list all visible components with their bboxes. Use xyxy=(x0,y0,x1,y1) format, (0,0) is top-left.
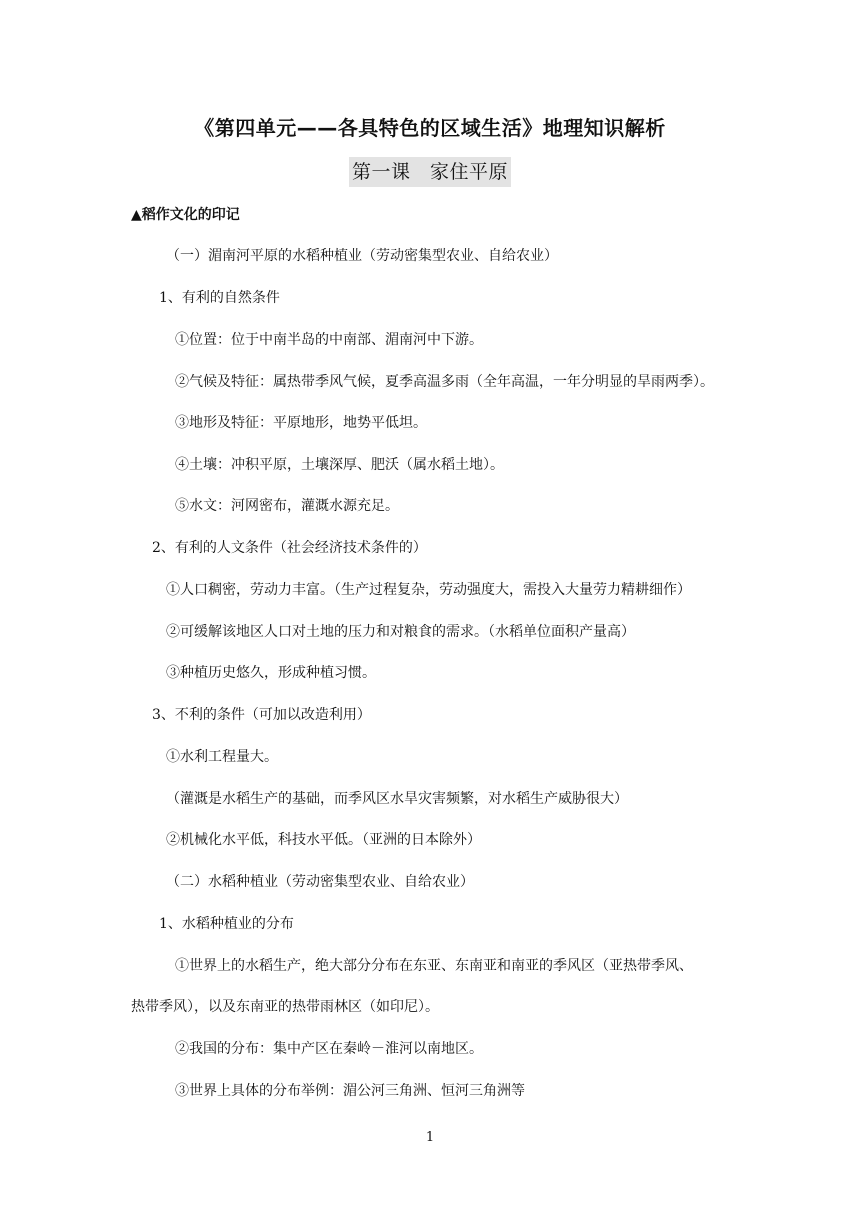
text-line: ①世界上的水稻生产，绝大部分分布在东亚、东南亚和南亚的季风区（亚热带季风、 xyxy=(175,958,693,974)
document-title: 《第四单元——各具特色的区域生活》地理知识解析 xyxy=(194,116,666,140)
text-line: ⑤水文：河网密布，灌溉水源充足。 xyxy=(175,498,399,514)
text-line: ②可缓解该地区人口对土地的压力和对粮食的需求。（水稻单位面积产量高） xyxy=(166,624,635,640)
lesson-title-wrap xyxy=(0,157,860,187)
text-line: （一）湄南河平原的水稻种植业（劳动密集型农业、自给农业） xyxy=(166,248,558,264)
text-line: ④土壤：冲积平原，土壤深厚、肥沃（属水稻土地）。 xyxy=(175,457,504,473)
text-line: ①水利工程量大。 xyxy=(166,749,278,765)
text-line: ①人口稠密，劳动力丰富。（生产过程复杂，劳动强度大，需投入大量劳力精耕细作） xyxy=(166,582,691,598)
text-line: （灌溉是水稻生产的基础，而季风区水旱灾害频繁，对水稻生产威胁很大） xyxy=(166,791,628,807)
page-number: 1 xyxy=(425,1130,435,1145)
lesson-title: 第一课 家住平原 xyxy=(349,157,511,187)
text-line: ③世界上具体的分布举例：湄公河三角洲、恒河三角洲等 xyxy=(175,1083,525,1099)
text-line: 热带季风），以及东南亚的热带雨林区（如印尼）。 xyxy=(131,999,439,1015)
text-line: （二）水稻种植业（劳动密集型农业、自给农业） xyxy=(166,874,474,890)
text-line: ②气候及特征：属热带季风气候，夏季高温多雨（全年高温，一年分明显的旱雨两季）。 xyxy=(175,374,714,390)
text-line: ③地形及特征：平原地形，地势平低坦。 xyxy=(175,415,427,431)
text-line: ③种植历史悠久，形成种植习惯。 xyxy=(166,665,376,681)
text-line: 1、水稻种植业的分布 xyxy=(159,916,294,932)
text-line: 3、不利的条件（可加以改造利用） xyxy=(152,707,371,723)
text-line: 1、有利的自然条件 xyxy=(159,290,280,306)
text-line: ②我国的分布：集中产区在秦岭－淮河以南地区。 xyxy=(175,1041,483,1057)
text-line: 2、有利的人文条件（社会经济技术条件的） xyxy=(152,540,427,556)
section-heading: ▲稻作文化的印记 xyxy=(131,207,240,223)
text-line: ②机械化水平低，科技水平低。（亚洲的日本除外） xyxy=(166,832,481,848)
text-line: ①位置：位于中南半岛的中南部、湄南河中下游。 xyxy=(175,332,483,348)
